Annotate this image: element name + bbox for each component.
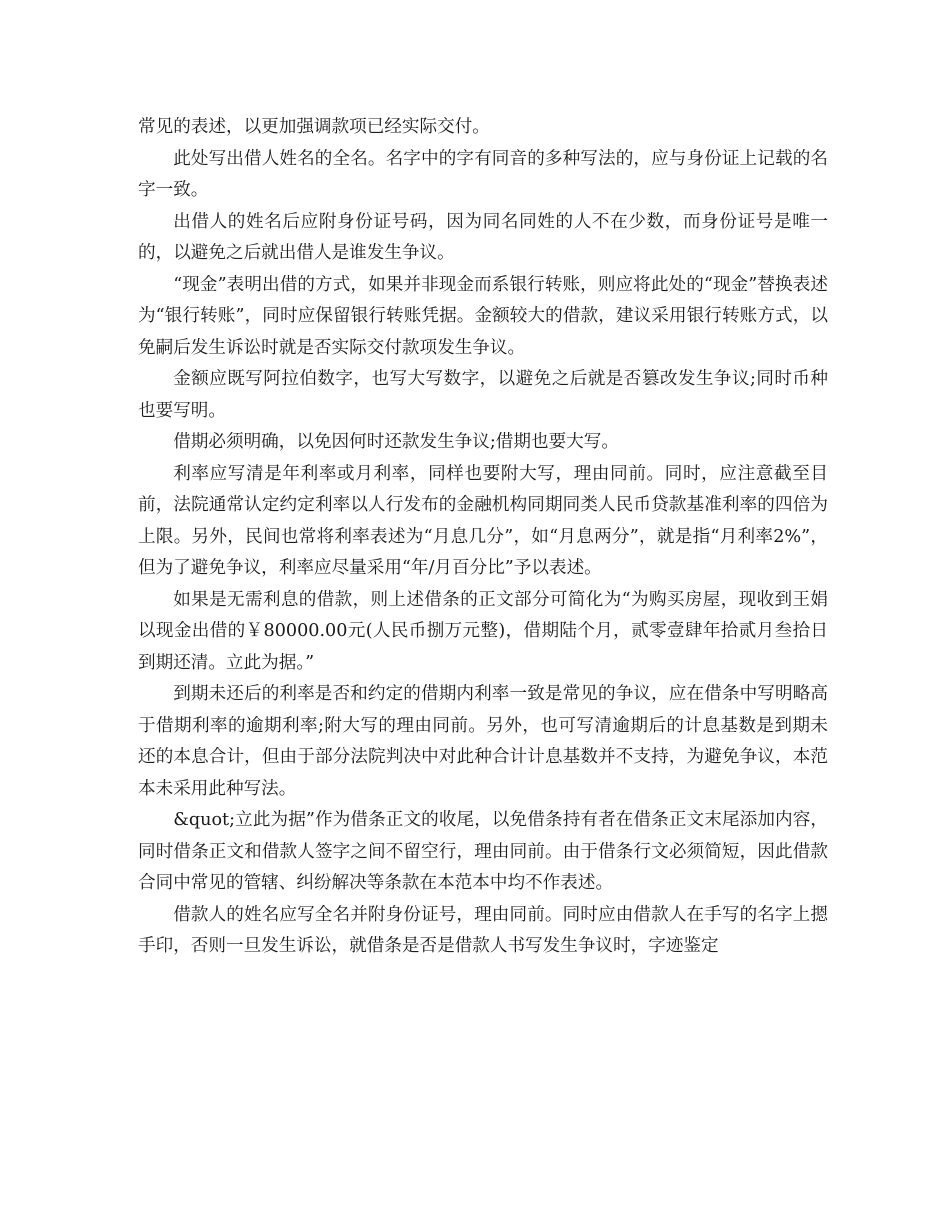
paragraph-11: 借款人的姓名应写全名并附身份证号，理由同前。同时应由借款人在手写的名字上摁手印，否则一旦发生诉讼，就借条是否是借款人书写发生争议时，字迹鉴定 xyxy=(138,904,828,956)
document-body xyxy=(138,112,828,963)
paragraph-5: 金额应既写阿拉伯数字，也写大写数字，以避免之后就是否篡改发生争议;同时币种也要写明。 xyxy=(138,369,828,421)
paragraph-4: “现金”表明出借的方式，如果并非现金而系银行转账，则应将此处的“现金”替换表述为“银行转账”，同时应保留银行转账凭据。金额较大的借款，建议采用银行转账方式，以免嗣后发生诉讼时就是否实际交付款项发生争议。 xyxy=(138,274,828,358)
paragraph-2: 此处写出借人姓名的全名。名字中的字有同音的多种写法的，应与身份证上记载的名字一致。 xyxy=(138,148,828,200)
paragraph-7: 利率应写清是年利率或月利率，同样也要附大写，理由同前。同时，应注意截至目前，法院通常认定约定利率以人行发布的金融机构同期同类人民币贷款基准利率的四倍为上限。另外，民间也常将利率表述为“月息几分”，如“月息两分”，就是指“月利率2%”，但为了避免争议，利率应尽量采用“年/月百分比”予以表述。 xyxy=(138,463,828,578)
paragraph-8: 如果是无需利息的借款，则上述借条的正文部分可简化为“为购买房屋，现收到王娟以现金出借的￥80000.00元(人民币捌万元整)，借期陆个月，贰零壹肆年拾贰月叁拾日到期还清。立此为据。” xyxy=(138,589,828,673)
paragraph-10: &quot;立此为据”作为借条正文的收尾，以免借条持有者在借条正文末尾添加内容，同时借条正文和借款人签字之间不留空行，理由同前。由于借条行文必须简短，因此借款合同中常见的管辖、纠纷解决等条款在本范本中均不作表述。 xyxy=(138,810,828,893)
paragraph-1: 常见的表述，以更加强调款项已经实际交付。 xyxy=(138,117,490,137)
paragraph-6: 借期必须明确，以免因何时还款发生争议;借期也要大写。 xyxy=(173,432,619,452)
paragraph-3: 出借人的姓名后应附身份证号码，因为同名同姓的人不在少数，而身份证号是唯一的，以避免之后就出借人是谁发生争议。 xyxy=(138,211,828,263)
paragraph-9: 到期未还后的利率是否和约定的借期内利率一致是常见的争议，应在借条中写明略高于借期利率的逾期利率;附大写的理由同前。另外，也可写清逾期后的计息基数是到期未还的本息合计，但由于部分法院判决中对此种合计计息基数并不支持，为避免争议，本范本未采用此种写法。 xyxy=(138,684,828,799)
